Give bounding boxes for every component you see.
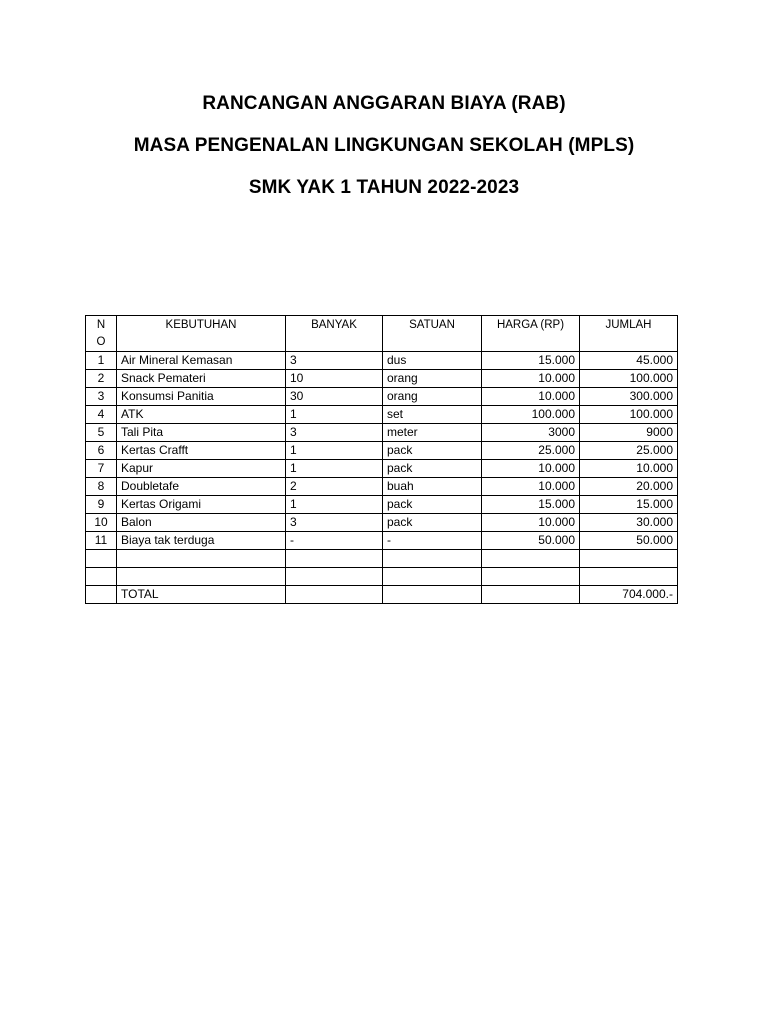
- cell-banyak: 10: [286, 370, 383, 388]
- table-row: [86, 478, 678, 496]
- cell-harga: 50.000: [482, 532, 580, 550]
- total-row: [86, 586, 678, 604]
- cell-harga: 100.000: [482, 406, 580, 424]
- table-row: [86, 442, 678, 460]
- cell-no: [86, 568, 117, 586]
- header-banyak: BANYAK: [286, 316, 383, 352]
- table-row: [86, 496, 678, 514]
- header-harga: HARGA (RP): [482, 316, 580, 352]
- cell-satuan: orang: [383, 388, 482, 406]
- cell-banyak: 1: [286, 496, 383, 514]
- cell-no: 11: [86, 532, 117, 550]
- cell-harga: 10.000: [482, 370, 580, 388]
- cell-jumlah: [580, 568, 678, 586]
- document-title: RANCANGAN ANGGARAN BIAYA (RAB): [202, 93, 566, 114]
- cell-satuan: set: [383, 406, 482, 424]
- cell-kebutuhan: [117, 550, 286, 568]
- cell-banyak: 3: [286, 514, 383, 532]
- cell-kebutuhan: Tali Pita: [117, 424, 286, 442]
- cell-kebutuhan: Air Mineral Kemasan: [117, 352, 286, 370]
- cell-no: 2: [86, 370, 117, 388]
- cell-satuan: meter: [383, 424, 482, 442]
- cell-jumlah: 30.000: [580, 514, 678, 532]
- header-no: [86, 316, 117, 352]
- cell-satuan: pack: [383, 442, 482, 460]
- table-row: [86, 460, 678, 478]
- table-row: [86, 568, 678, 586]
- cell-harga: 3000: [482, 424, 580, 442]
- cell-banyak: -: [286, 532, 383, 550]
- total-label: TOTAL: [117, 586, 286, 604]
- document-subtitle: MASA PENGENALAN LINGKUNGAN SEKOLAH (MPLS): [133, 135, 635, 156]
- cell-banyak: [286, 550, 383, 568]
- table-header-row: [86, 316, 678, 352]
- cell-no: 9: [86, 496, 117, 514]
- cell-satuan: pack: [383, 496, 482, 514]
- header-no-line1: N: [96, 319, 106, 331]
- cell-kebutuhan: ATK: [117, 406, 286, 424]
- cell-kebutuhan: Kapur: [117, 460, 286, 478]
- cell-harga: [482, 568, 580, 586]
- table-row: [86, 424, 678, 442]
- cell-banyak: 30: [286, 388, 383, 406]
- total-banyak-cell: [286, 586, 383, 604]
- total-satuan-cell: [383, 586, 482, 604]
- cell-jumlah: 10.000: [580, 460, 678, 478]
- cell-jumlah: 100.000: [580, 406, 678, 424]
- total-no-cell: [86, 586, 117, 604]
- cell-banyak: 1: [286, 442, 383, 460]
- total-value: 704.000.-: [580, 586, 678, 604]
- cell-jumlah: 100.000: [580, 370, 678, 388]
- cell-harga: 25.000: [482, 442, 580, 460]
- total-harga-cell: [482, 586, 580, 604]
- header-jumlah: JUMLAH: [580, 316, 678, 352]
- cell-jumlah: 300.000: [580, 388, 678, 406]
- cell-banyak: [286, 568, 383, 586]
- cell-satuan: buah: [383, 478, 482, 496]
- cell-satuan: pack: [383, 514, 482, 532]
- cell-kebutuhan: Biaya tak terduga: [117, 532, 286, 550]
- cell-no: 3: [86, 388, 117, 406]
- cell-satuan: dus: [383, 352, 482, 370]
- header-no-line2: O: [96, 336, 106, 348]
- cell-banyak: 3: [286, 424, 383, 442]
- cell-jumlah: 25.000: [580, 442, 678, 460]
- cell-banyak: 3: [286, 352, 383, 370]
- table-row: [86, 406, 678, 424]
- cell-jumlah: 50.000: [580, 532, 678, 550]
- cell-banyak: 1: [286, 406, 383, 424]
- cell-no: 1: [86, 352, 117, 370]
- cell-banyak: 1: [286, 460, 383, 478]
- cell-harga: 10.000: [482, 460, 580, 478]
- cell-no: [86, 550, 117, 568]
- document-school-year: SMK YAK 1 TAHUN 2022-2023: [248, 177, 520, 198]
- table-row: [86, 532, 678, 550]
- cell-jumlah: 15.000: [580, 496, 678, 514]
- cell-satuan: pack: [383, 460, 482, 478]
- table-row: [86, 550, 678, 568]
- table-row: [86, 352, 678, 370]
- cell-jumlah: 9000: [580, 424, 678, 442]
- cell-kebutuhan: Balon: [117, 514, 286, 532]
- cell-satuan: [383, 568, 482, 586]
- cell-harga: 10.000: [482, 514, 580, 532]
- header-kebutuhan: KEBUTUHAN: [117, 316, 286, 352]
- budget-table: [85, 315, 678, 604]
- cell-kebutuhan: Konsumsi Panitia: [117, 388, 286, 406]
- cell-jumlah: 45.000: [580, 352, 678, 370]
- table-row: [86, 370, 678, 388]
- cell-kebutuhan: Kertas Crafft: [117, 442, 286, 460]
- cell-satuan: -: [383, 532, 482, 550]
- cell-no: 7: [86, 460, 117, 478]
- cell-no: 6: [86, 442, 117, 460]
- cell-kebutuhan: [117, 568, 286, 586]
- cell-satuan: orang: [383, 370, 482, 388]
- cell-jumlah: 20.000: [580, 478, 678, 496]
- cell-kebutuhan: Snack Pemateri: [117, 370, 286, 388]
- cell-kebutuhan: Kertas Origami: [117, 496, 286, 514]
- cell-kebutuhan: Doubletafe: [117, 478, 286, 496]
- cell-harga: 15.000: [482, 496, 580, 514]
- cell-no: 4: [86, 406, 117, 424]
- header-satuan: SATUAN: [383, 316, 482, 352]
- table-row: [86, 514, 678, 532]
- cell-satuan: [383, 550, 482, 568]
- cell-harga: 10.000: [482, 478, 580, 496]
- cell-harga: 15.000: [482, 352, 580, 370]
- table-row: [86, 388, 678, 406]
- cell-harga: [482, 550, 580, 568]
- cell-no: 8: [86, 478, 117, 496]
- cell-no: 10: [86, 514, 117, 532]
- cell-jumlah: [580, 550, 678, 568]
- cell-banyak: 2: [286, 478, 383, 496]
- cell-no: 5: [86, 424, 117, 442]
- document-header: [0, 92, 768, 218]
- cell-harga: 10.000: [482, 388, 580, 406]
